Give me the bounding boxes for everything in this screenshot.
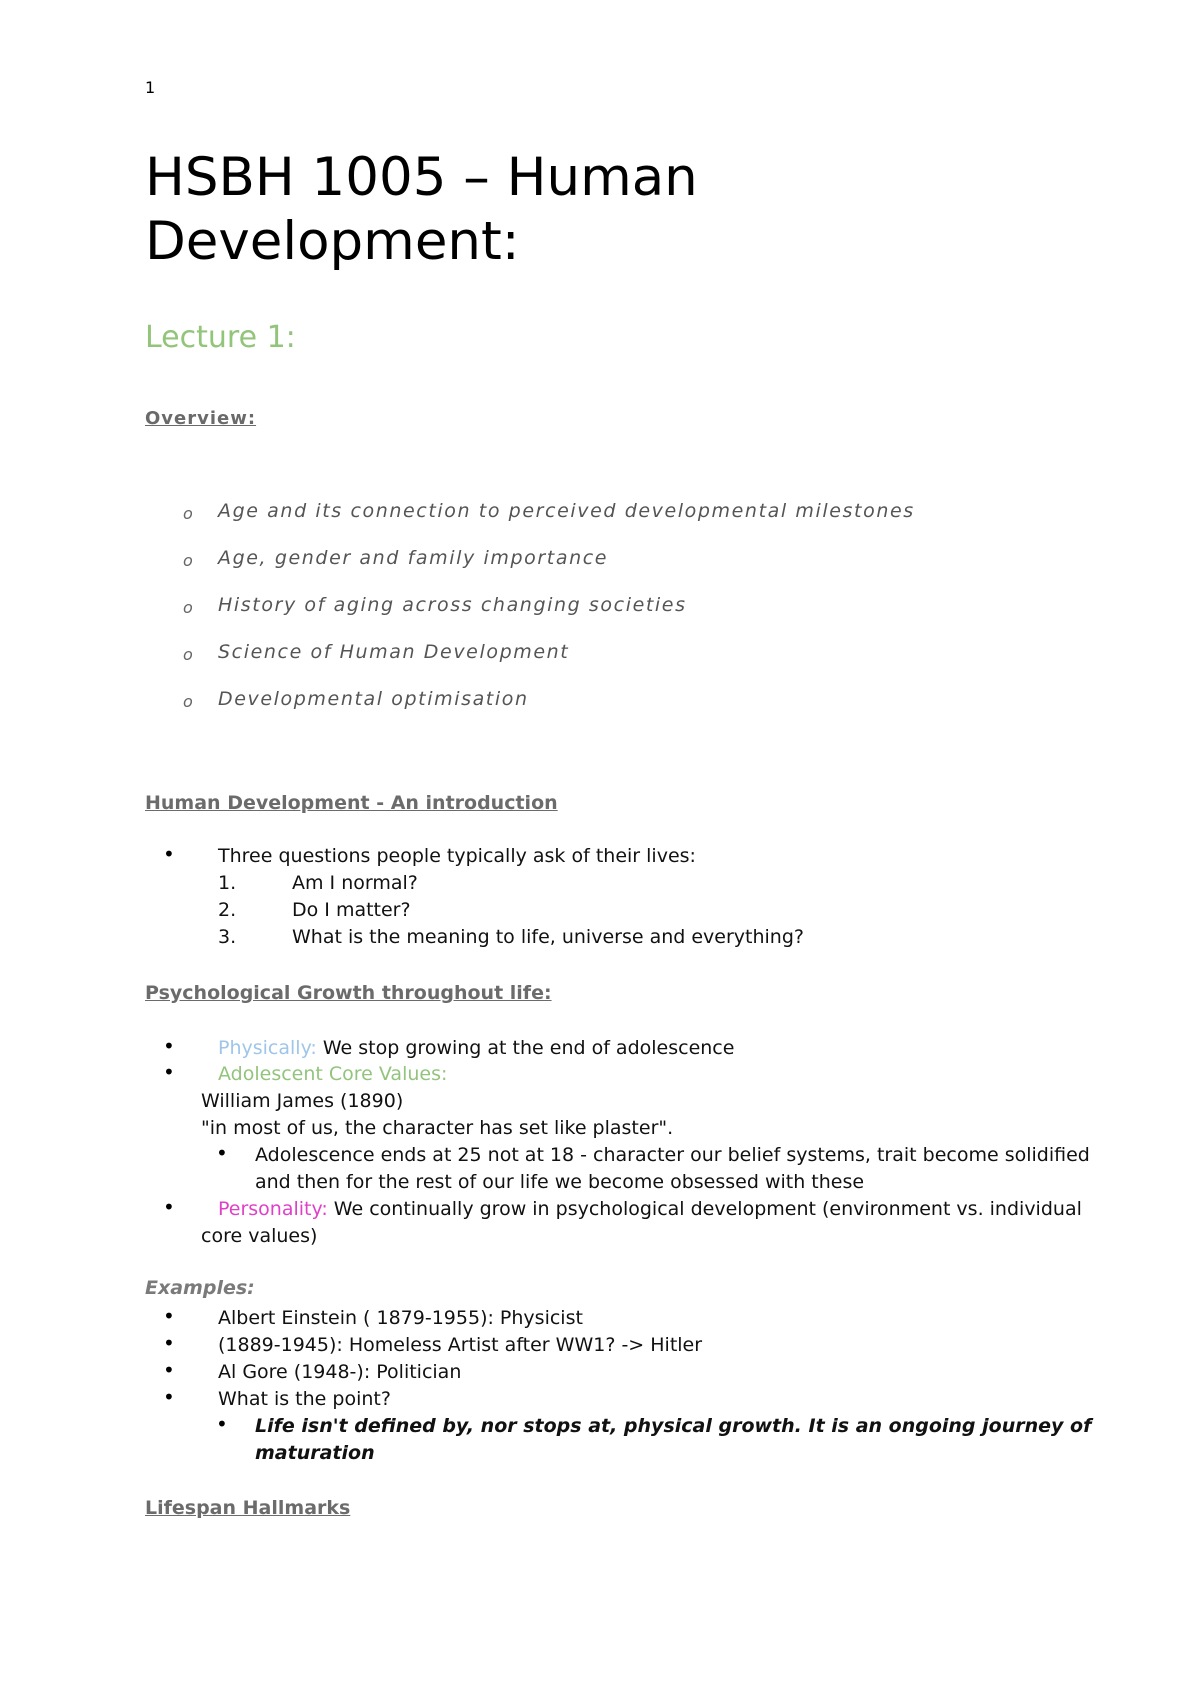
overview-item: Age, gender and family importance	[218, 547, 609, 569]
bullet-dot: •	[216, 1412, 228, 1436]
list-bullet: o	[183, 551, 193, 570]
physically-line	[218, 1037, 734, 1059]
physically-text: We stop growing at the end of adolescence	[316, 1037, 735, 1059]
quote-line: "in most of us, the character has set like plaster".	[201, 1117, 674, 1139]
bullet-dot: •	[163, 1195, 175, 1219]
example-sub-text-cont: maturation	[255, 1442, 375, 1464]
list-bullet: o	[183, 598, 193, 617]
overview-item: Science of Human Development	[218, 641, 570, 663]
intro-bullet-text: Three questions people typically ask of their lives:	[218, 845, 696, 867]
overview-item: Developmental optimisation	[218, 688, 529, 710]
numbered-item: What is the meaning to life, universe and everything?	[292, 926, 804, 948]
page-number: 1	[145, 78, 156, 97]
overview-item: History of aging across changing societies	[218, 594, 687, 616]
section-heading-growth: Psychological Growth throughout life:	[145, 982, 552, 1004]
list-number: 1.	[218, 872, 237, 894]
section-heading-lifespan: Lifespan Hallmarks	[145, 1497, 351, 1519]
page-title: HSBH 1005 – Human Development:	[145, 147, 698, 272]
list-bullet: o	[183, 645, 193, 664]
sub-bullet-text: Adolescence ends at 25 not at 18 - character our belief systems, trait become solidified	[255, 1144, 1090, 1166]
lecture-heading: Lecture 1:	[145, 320, 296, 355]
list-bullet: o	[183, 692, 193, 711]
bullet-dot: •	[163, 1358, 175, 1382]
bullet-dot: •	[163, 1034, 175, 1058]
physically-label: Physically:	[218, 1037, 317, 1059]
examples-heading: Examples:	[145, 1277, 255, 1299]
adolescent-label: Adolescent Core Values:	[218, 1063, 448, 1085]
bullet-dot: •	[163, 1385, 175, 1409]
example-item: Albert Einstein ( 1879-1955): Physicist	[218, 1307, 583, 1329]
list-bullet: o	[183, 504, 193, 523]
bullet-dot: •	[163, 1304, 175, 1328]
bullet-dot: •	[216, 1141, 228, 1165]
personality-line	[218, 1198, 1082, 1220]
example-sub-text: Life isn't defined by, nor stops at, physical growth. It is an ongoing journey of	[255, 1415, 1092, 1437]
overview-heading: Overview:	[145, 408, 257, 429]
bullet-dot: •	[163, 1060, 175, 1084]
sub-bullet-text-cont: and then for the rest of our life we become obsessed with these	[255, 1171, 865, 1193]
bullet-dot: •	[163, 1331, 175, 1355]
bullet-dot: •	[163, 842, 175, 866]
personality-label: Personality:	[218, 1198, 328, 1220]
example-item: Al Gore (1948-): Politician	[218, 1361, 462, 1383]
personality-cont: core values)	[201, 1225, 318, 1247]
overview-item: Age and its connection to perceived developmental milestones	[218, 500, 915, 522]
william-james-line: William James (1890)	[201, 1090, 404, 1112]
example-item: (1889-1945): Homeless Artist after WW1? -> Hitler	[218, 1334, 703, 1356]
numbered-item: Am I normal?	[292, 872, 418, 894]
list-number: 2.	[218, 899, 237, 921]
example-item: What is the point?	[218, 1388, 391, 1410]
numbered-item: Do I matter?	[292, 899, 411, 921]
personality-text: We continually grow in psychological development (environment vs. individual	[327, 1198, 1082, 1220]
list-number: 3.	[218, 926, 237, 948]
section-heading-intro: Human Development - An introduction	[145, 792, 558, 814]
